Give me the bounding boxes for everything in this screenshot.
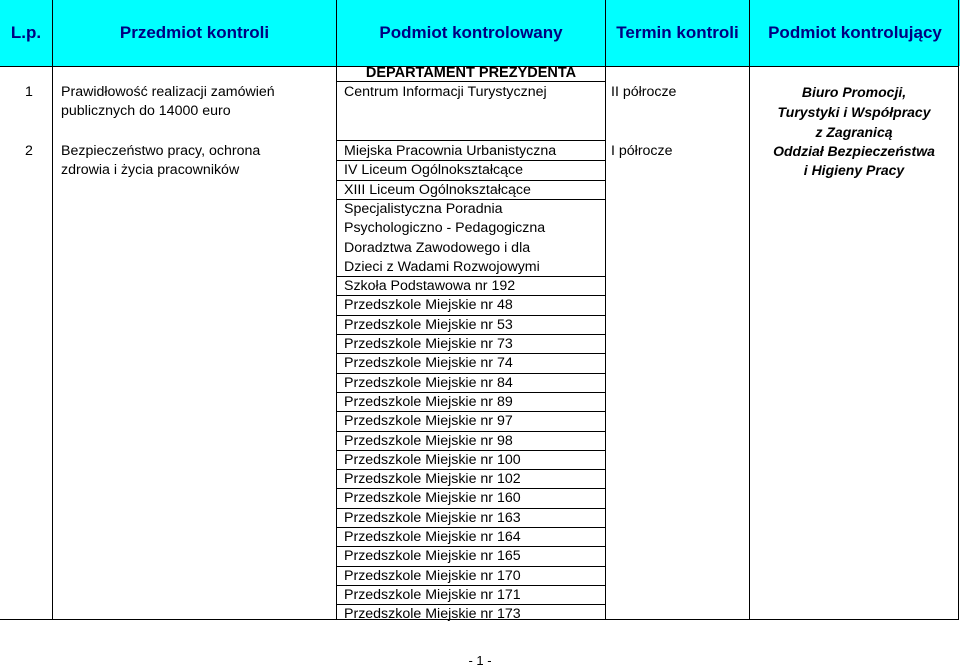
entity-name: Przedszkole Miejskie nr 100	[344, 451, 521, 468]
header-controlled: Podmiot kontrolowany	[379, 23, 563, 42]
entity-name: Przedszkole Miejskie nr 164	[344, 529, 521, 545]
entity-name: IV Liceum Ogólnokształcące	[344, 162, 524, 179]
entity-name: Centrum Informacji Turystycznej	[344, 84, 547, 100]
entity-name: Przedszkole Miejskie nr 97	[344, 413, 513, 430]
entity-name: Przedszkole Miejskie nr 163	[344, 509, 521, 526]
entity-name: Miejska Pracownia Urbanistyczna	[344, 143, 557, 159]
grid-line	[52, 0, 53, 620]
controller-line: Biuro Promocji,	[801, 84, 907, 100]
subject-line: publicznych do 14000 euro	[61, 103, 231, 119]
page-number: - 1 -	[468, 653, 492, 668]
term-value: II półrocze	[611, 84, 677, 100]
entity-name: Przedszkole Miejskie nr 89	[344, 393, 513, 410]
entity-name: Specjalistyczna Poradnia	[344, 200, 503, 217]
department-heading: DEPARTAMENT PREZYDENTA	[365, 65, 577, 81]
header-subject: Przedmiot kontroli	[119, 23, 270, 42]
row-number: 2	[25, 143, 33, 159]
controller-line: Turystyki i Współpracy	[777, 104, 931, 120]
controller-line: Oddział Bezpieczeństwa	[773, 143, 935, 159]
entity-name: Przedszkole Miejskie nr 171	[344, 586, 521, 603]
entity-name: Przedszkole Miejskie nr 84	[344, 374, 513, 391]
entity-name: Przedszkole Miejskie nr 102	[344, 471, 521, 488]
entity-name: Przedszkole Miejskie nr 48	[344, 297, 513, 314]
controller-line: z Zagranicą	[815, 124, 893, 140]
grid-line	[749, 0, 750, 620]
row-number: 1	[25, 84, 33, 100]
entity-name: Przedszkole Miejskie nr 173	[344, 606, 521, 623]
entity-separator	[337, 140, 605, 141]
entity-name: XIII Liceum Ogólnokształcące	[344, 181, 531, 198]
term-value: I półrocze	[611, 143, 673, 159]
entity-name: Dzieci z Wadami Rozwojowymi	[344, 258, 540, 275]
header-term: Termin kontroli	[616, 23, 739, 42]
entity-name: Przedszkole Miejskie nr 74	[344, 355, 513, 372]
grid-line	[958, 0, 959, 620]
header-controller: Podmiot kontrolujący	[768, 23, 942, 42]
entity-name: Przedszkole Miejskie nr 160	[344, 490, 521, 507]
subject-line: Prawidłowość realizacji zamówień	[61, 84, 275, 100]
entity-name: Psychologiczno - Pedagogiczna	[344, 220, 546, 237]
controller-line: i Higieny Pracy	[803, 162, 905, 178]
subject-line: zdrowia i życia pracowników	[61, 162, 240, 178]
entity-name: Przedszkole Miejskie nr 98	[344, 432, 513, 449]
entity-name: Szkoła Podstawowa nr 192	[344, 278, 516, 295]
table-header	[0, 0, 960, 66]
entity-name: Doradztwa Zawodowego i dla	[344, 239, 531, 256]
entity-name: Przedszkole Miejskie nr 165	[344, 548, 521, 565]
header-lp: L.p.	[10, 23, 42, 42]
grid-line	[605, 0, 606, 620]
entity-name: Przedszkole Miejskie nr 53	[344, 316, 513, 333]
entity-name: Przedszkole Miejskie nr 170	[344, 567, 521, 584]
entity-name: Przedszkole Miejskie nr 73	[344, 336, 513, 352]
subject-line: Bezpieczeństwo pracy, ochrona	[61, 143, 261, 159]
